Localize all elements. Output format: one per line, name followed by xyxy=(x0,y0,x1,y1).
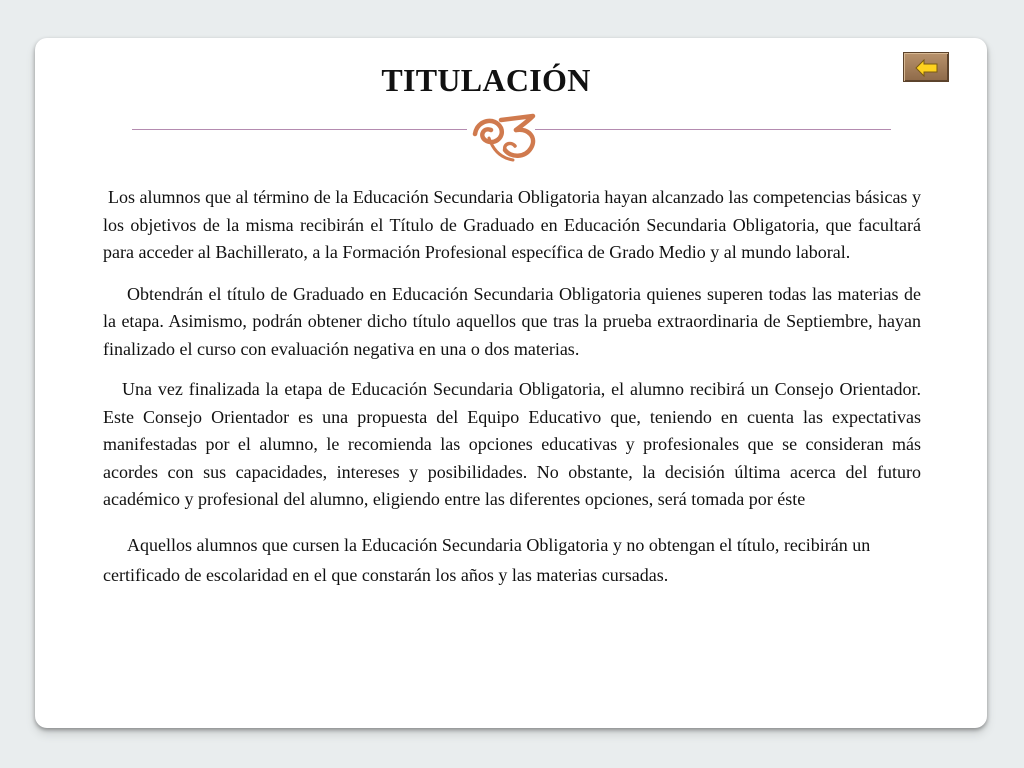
left-arrow-icon xyxy=(915,59,939,77)
divider-line-right xyxy=(535,129,891,130)
back-button[interactable] xyxy=(903,52,949,82)
slide-title: TITULACIÓN xyxy=(381,62,591,98)
paragraph-3: Una vez finalizada la etapa de Educación Secundaria Obligatoria, el alumno recibirá un Consejo Orientador. Este Consejo Orientador es una propuesta del Equipo Educativo que, teniendo en cuenta las expectativas manifestadas por el alumno, le recomienda las opciones educativas y profesionales que se consideran más acordes con sus capacidades, intereses y posibilidades. No obstante, la decisión última acerca del futuro académico y profesional del alumno, eligiendo entre las diferentes opciones, será tomada por éste xyxy=(103,379,921,509)
divider-line-left xyxy=(132,129,467,130)
paragraph-2: Obtendrán el título de Graduado en Educación Secundaria Obligatoria quienes superen todas las materias de la etapa. Asimismo, podrán obtener dicho título aquellos que tras la prueba extraordinaria de Septiembre, hayan finalizado el curso con evaluación negativa en una o dos materias. xyxy=(103,283,921,359)
paragraph-4: Aquellos alumnos que cursen la Educación Secundaria Obligatoria y no obtengan el título, recibirán un certificado de escolaridad en el que constarán los años y las materias cursadas. xyxy=(103,534,871,585)
slide-panel xyxy=(35,38,987,728)
swirl-ornament-icon xyxy=(471,108,547,164)
body-text xyxy=(103,184,921,590)
paragraph-1: Los alumnos que al término de la Educación Secundaria Obligatoria hayan alcanzado las competencias básicas y los objetivos de la misma recibirán el Título de Graduado en Educación Secundaria Obligatoria, que facultará para acceder al Bachillerato, a la Formación Profesional específica de Grado Medio y al mundo laboral. xyxy=(103,187,921,262)
